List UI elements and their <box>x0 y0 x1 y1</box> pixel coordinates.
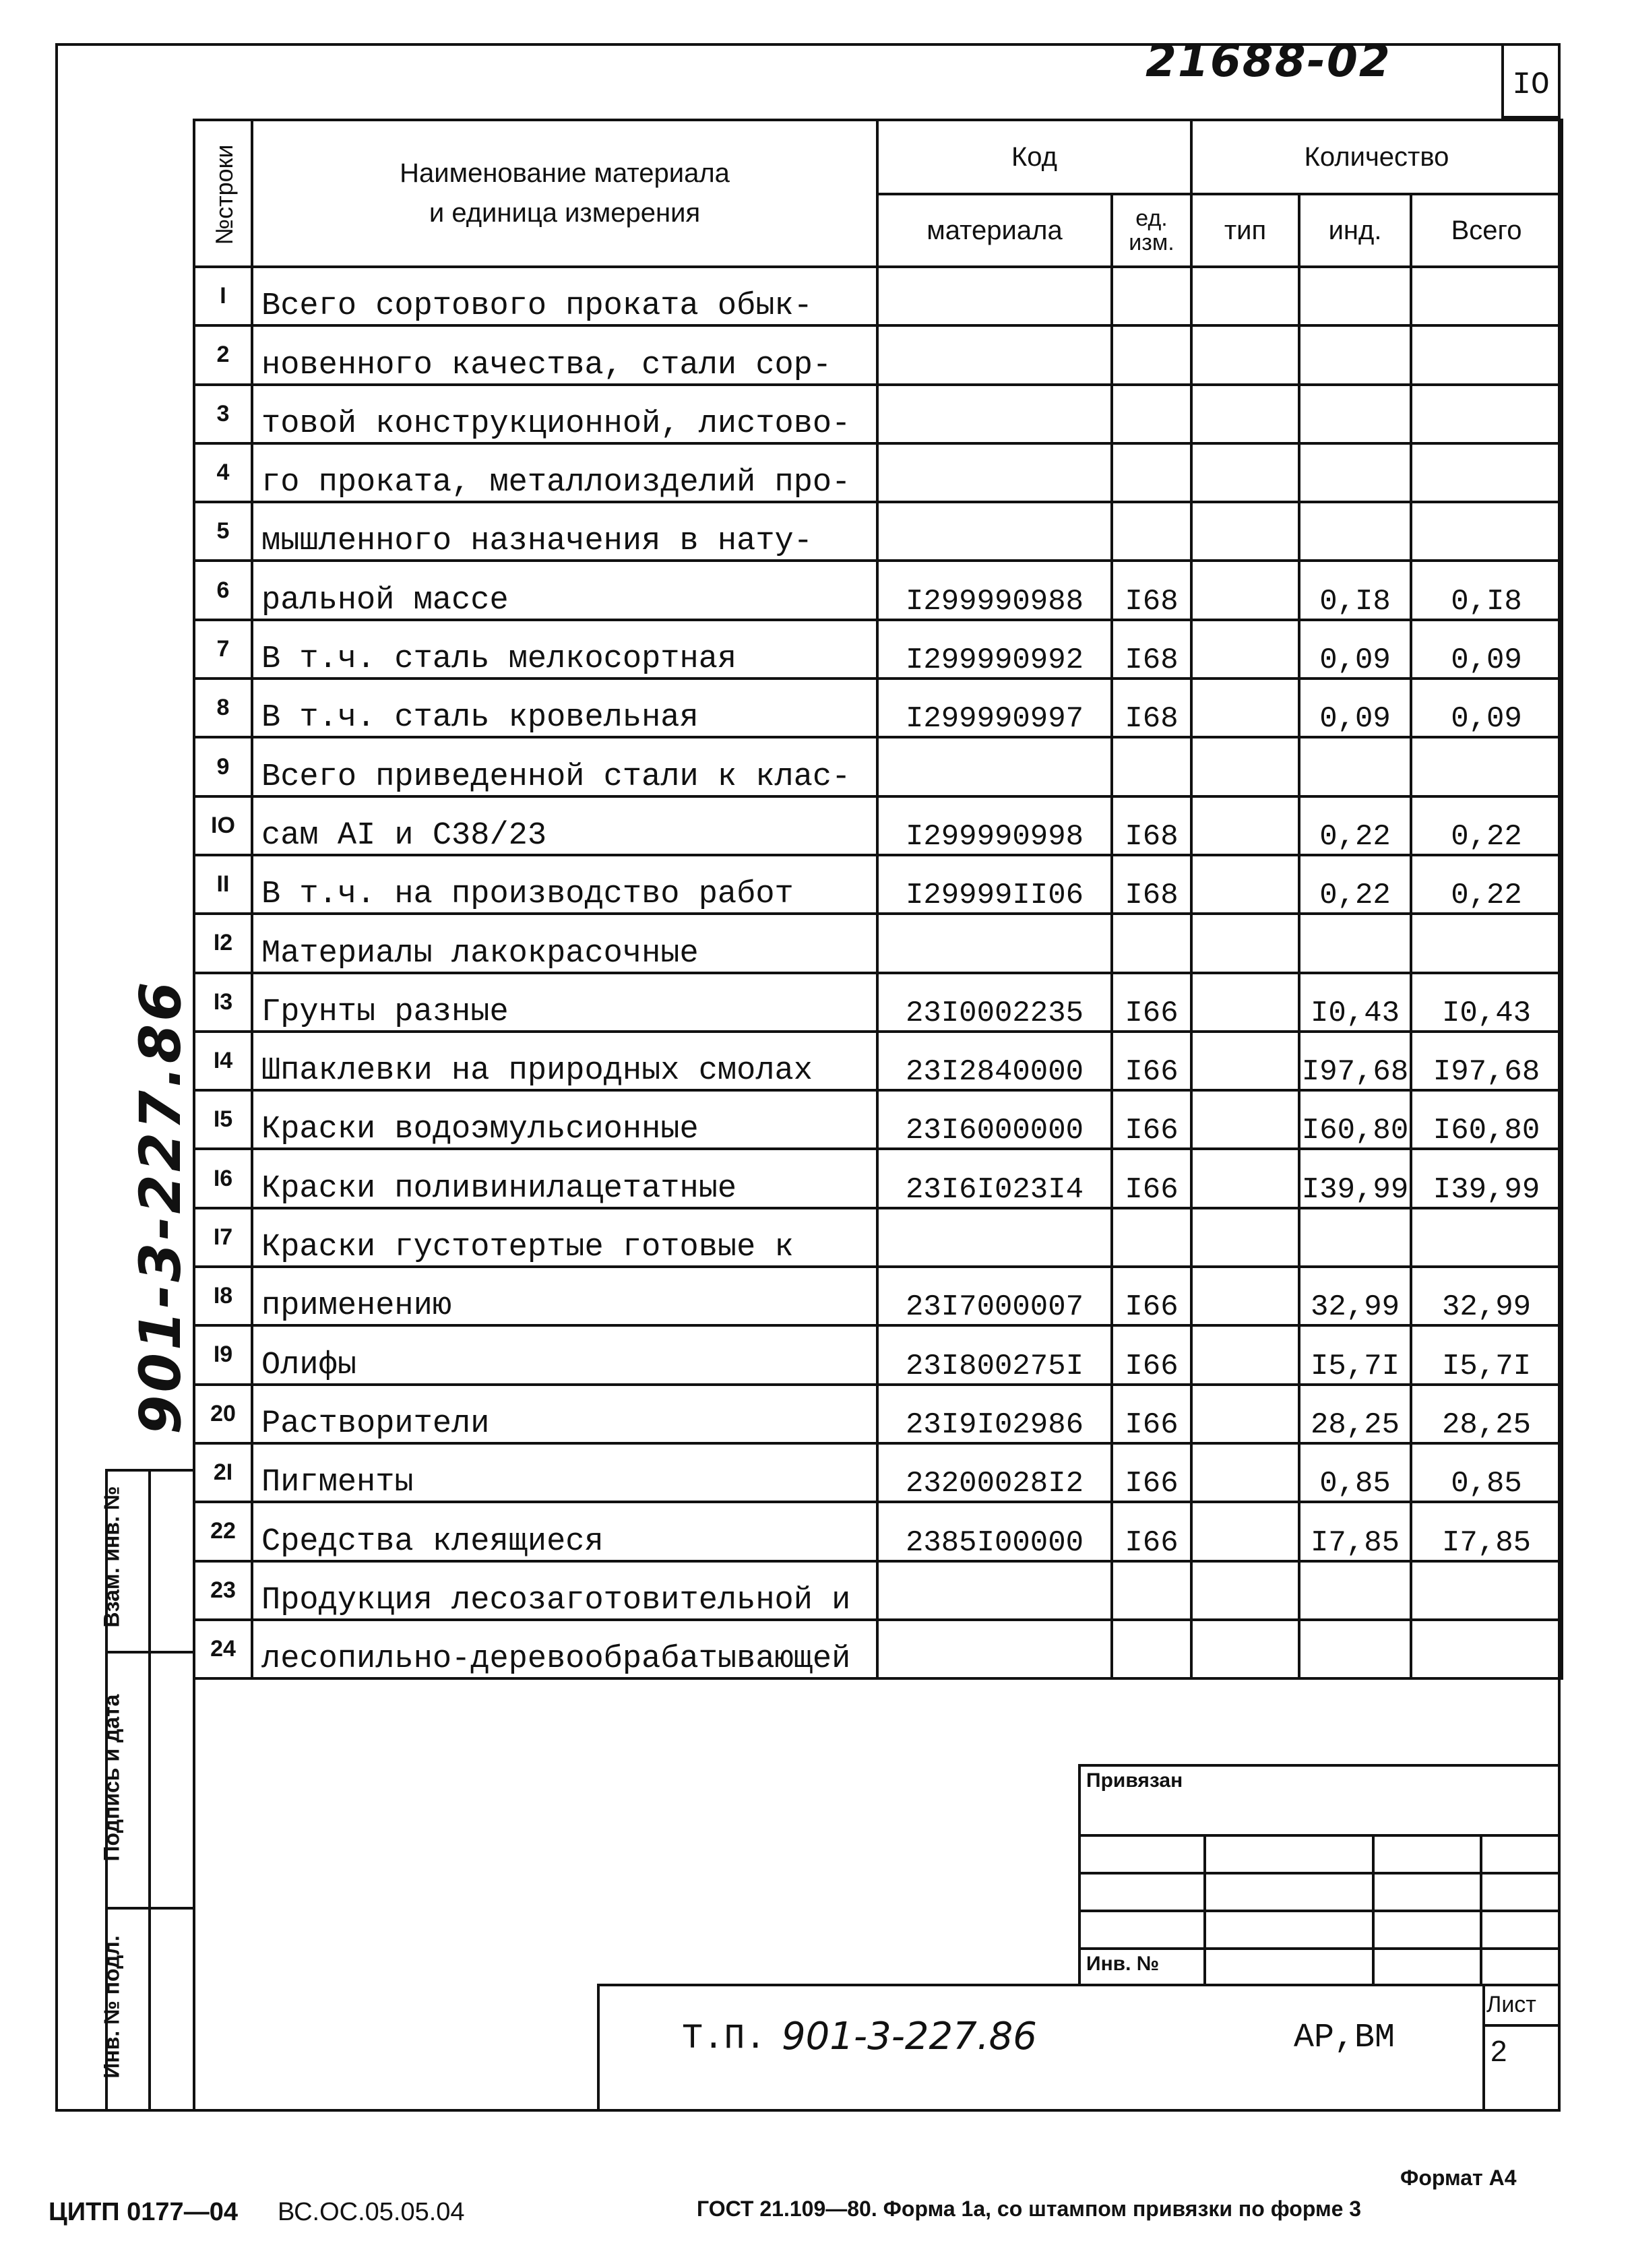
qty-ind <box>1299 1208 1411 1267</box>
table-row <box>194 1561 1562 1620</box>
row-number: 24 <box>194 1620 252 1678</box>
material-code: I299990992 <box>877 620 1112 679</box>
row-number: 23 <box>194 1561 252 1620</box>
qty-ind: 32,99 <box>1299 1267 1411 1325</box>
binding-hline-1 <box>1078 1834 1561 1837</box>
table-row <box>194 1502 1562 1561</box>
row-number: IO <box>194 796 252 855</box>
qty-total: 0,85 <box>1411 1443 1562 1502</box>
row-number: I2 <box>194 914 252 972</box>
qty-ind <box>1299 443 1411 502</box>
qty-ind: I0,43 <box>1299 973 1411 1032</box>
qty-ind <box>1299 385 1411 443</box>
qty-type <box>1191 973 1299 1032</box>
qty-type <box>1191 1443 1299 1502</box>
inv-podl-label: Инв. № подл. <box>99 1935 124 2079</box>
unit-header-line2: изм. <box>1129 230 1174 255</box>
qty-total: I97,68 <box>1411 1032 1562 1090</box>
qty-type <box>1191 1620 1299 1678</box>
qty-total: 0,22 <box>1411 855 1562 914</box>
material-code <box>877 1620 1112 1678</box>
row-number: 2I <box>194 1443 252 1502</box>
material-code: 23200028I2 <box>877 1443 1112 1502</box>
qty-ind <box>1299 1561 1411 1620</box>
unit-code <box>1112 1208 1191 1267</box>
qty-total <box>1411 1561 1562 1620</box>
qty-total: I7,85 <box>1411 1502 1562 1561</box>
qty-total <box>1411 385 1562 443</box>
qty-ind: 0,22 <box>1299 796 1411 855</box>
material-name: Краски густотертые готовые к <box>252 1208 877 1267</box>
code-header: Код <box>877 120 1191 194</box>
unit-code <box>1112 1561 1191 1620</box>
table-row <box>194 855 1562 914</box>
material-name: го проката, металлоизделий про- <box>252 443 877 502</box>
material-code <box>877 1561 1112 1620</box>
material-code <box>877 502 1112 561</box>
format-label: Формат А4 <box>1400 2166 1517 2190</box>
qty-type <box>1191 1032 1299 1090</box>
doc-number-handwritten: 21688-02 <box>1145 35 1391 87</box>
qty-total: I60,80 <box>1411 1090 1562 1149</box>
table-row <box>194 796 1562 855</box>
row-number: I6 <box>194 1149 252 1207</box>
unit-code: I66 <box>1112 1267 1191 1325</box>
qty-type <box>1191 502 1299 561</box>
tp-number: 901-3-227.86 <box>782 2015 1037 2058</box>
material-name: В т.ч. сталь мелкосортная <box>252 620 877 679</box>
qty-type <box>1191 1090 1299 1149</box>
title-mark: АР,ВМ <box>1294 2019 1395 2057</box>
material-code <box>877 1208 1112 1267</box>
qty-type <box>1191 1149 1299 1207</box>
material-code: 23I0002235 <box>877 973 1112 1032</box>
row-number: 6 <box>194 561 252 619</box>
qty-total <box>1411 1620 1562 1678</box>
unit-code: I66 <box>1112 1032 1191 1090</box>
unit-code: I66 <box>1112 1502 1191 1561</box>
qty-ind: 28,25 <box>1299 1385 1411 1443</box>
table-row <box>194 385 1562 443</box>
binding-vline-1 <box>1203 1834 1206 1986</box>
qty-total: 0,I8 <box>1411 561 1562 619</box>
row-number: 5 <box>194 502 252 561</box>
row-number-header-cell <box>194 120 252 267</box>
table-row <box>194 973 1562 1032</box>
material-code: I29999II06 <box>877 855 1112 914</box>
row-number: 22 <box>194 1502 252 1561</box>
unit-header-cell <box>1112 194 1191 267</box>
table-row <box>194 1325 1562 1384</box>
qty-total: 28,25 <box>1411 1385 1562 1443</box>
left-stamp-hline-2 <box>105 1907 195 1910</box>
qty-type <box>1191 1385 1299 1443</box>
material-name: ральной массе <box>252 561 877 619</box>
material-code: 23I2840000 <box>877 1032 1112 1090</box>
qty-ind: 0,09 <box>1299 679 1411 737</box>
unit-code: I68 <box>1112 620 1191 679</box>
unit-code <box>1112 267 1191 325</box>
name-header-cell <box>252 120 877 267</box>
row-number: I <box>194 267 252 325</box>
material-code: I299990988 <box>877 561 1112 619</box>
qty-total: I0,43 <box>1411 973 1562 1032</box>
table-row <box>194 1443 1562 1502</box>
table-row <box>194 502 1562 561</box>
unit-code <box>1112 325 1191 384</box>
sheet-value: 2 <box>1490 2035 1507 2068</box>
material-name: Продукция лесозаготовительной и <box>252 1561 877 1620</box>
unit-header-line1: ед. <box>1135 206 1168 231</box>
material-name: товой конструкционной, листово- <box>252 385 877 443</box>
qty-total: I5,7I <box>1411 1325 1562 1384</box>
row-number: 9 <box>194 737 252 796</box>
qty-ind <box>1299 1620 1411 1678</box>
material-name: Краски поливинилацетатные <box>252 1149 877 1207</box>
left-stamp-divider <box>148 1469 151 2112</box>
material-code: 2385I00000 <box>877 1502 1112 1561</box>
qty-total <box>1411 443 1562 502</box>
qty-total <box>1411 1208 1562 1267</box>
row-number: I8 <box>194 1267 252 1325</box>
unit-code: I66 <box>1112 973 1191 1032</box>
unit-code <box>1112 502 1191 561</box>
unit-code: I66 <box>1112 1443 1191 1502</box>
qty-type <box>1191 385 1299 443</box>
unit-code: I66 <box>1112 1090 1191 1149</box>
unit-code: I66 <box>1112 1385 1191 1443</box>
qty-type <box>1191 1561 1299 1620</box>
name-header: Наименование материала <box>400 158 730 188</box>
material-code: 23I7000007 <box>877 1267 1112 1325</box>
table-row <box>194 443 1562 502</box>
material-name: В т.ч. сталь кровельная <box>252 679 877 737</box>
title-block-sheet-divider <box>1482 1984 1485 2112</box>
table-row <box>194 1620 1562 1678</box>
row-number: 2 <box>194 325 252 384</box>
qty-type <box>1191 1502 1299 1561</box>
row-number: II <box>194 855 252 914</box>
qty-total: I39,99 <box>1411 1149 1562 1207</box>
qty-type <box>1191 443 1299 502</box>
material-name: Олифы <box>252 1325 877 1384</box>
qty-total <box>1411 502 1562 561</box>
material-name: Краски водоэмульсионные <box>252 1090 877 1149</box>
ind-header: инд. <box>1299 194 1411 267</box>
row-number-header: №строки <box>210 144 238 245</box>
qty-type <box>1191 679 1299 737</box>
qty-type <box>1191 855 1299 914</box>
footer-mid-code: ВС.ОС.05.05.04 <box>278 2198 465 2226</box>
binding-hline-3 <box>1078 1910 1561 1912</box>
title-block-sheet-hline <box>1482 2024 1561 2027</box>
table-row <box>194 1090 1562 1149</box>
qty-ind: I39,99 <box>1299 1149 1411 1207</box>
table-row <box>194 737 1562 796</box>
row-number: 4 <box>194 443 252 502</box>
qty-type <box>1191 620 1299 679</box>
row-number: 20 <box>194 1385 252 1443</box>
material-code: 23I800275I <box>877 1325 1112 1384</box>
material-name: мышленного назначения в нату- <box>252 502 877 561</box>
table-row <box>194 1385 1562 1443</box>
material-name: Грунты разные <box>252 973 877 1032</box>
material-name: сам AI и C38/23 <box>252 796 877 855</box>
qty-ind <box>1299 737 1411 796</box>
tp-prefix: Т.П. <box>682 2019 766 2058</box>
qty-ind: 0,22 <box>1299 855 1411 914</box>
material-code: 23I9I02986 <box>877 1385 1112 1443</box>
left-stamp-hline-1 <box>105 1651 195 1653</box>
qty-type <box>1191 267 1299 325</box>
table-row <box>194 1267 1562 1325</box>
material-name: Материалы лакокрасочные <box>252 914 877 972</box>
material-code <box>877 914 1112 972</box>
table-row <box>194 620 1562 679</box>
unit-code <box>1112 914 1191 972</box>
qty-total: 32,99 <box>1411 1267 1562 1325</box>
row-number: 7 <box>194 620 252 679</box>
material-name: Всего сортового проката обык- <box>252 267 877 325</box>
material-code <box>877 385 1112 443</box>
table-row <box>194 267 1562 325</box>
qty-total: 0,22 <box>1411 796 1562 855</box>
qty-ind <box>1299 502 1411 561</box>
qty-total: 0,09 <box>1411 679 1562 737</box>
qty-type <box>1191 1325 1299 1384</box>
table-row <box>194 679 1562 737</box>
unit-code: I66 <box>1112 1325 1191 1384</box>
unit-code: I68 <box>1112 796 1191 855</box>
qty-type <box>1191 1267 1299 1325</box>
sheet-label: Лист <box>1486 1992 1536 2017</box>
row-number: I5 <box>194 1090 252 1149</box>
material-code <box>877 267 1112 325</box>
qty-total: 0,09 <box>1411 620 1562 679</box>
material-code <box>877 443 1112 502</box>
qty-type <box>1191 914 1299 972</box>
table-row <box>194 325 1562 384</box>
qty-ind: 0,09 <box>1299 620 1411 679</box>
unit-code: I68 <box>1112 679 1191 737</box>
unit-code: I68 <box>1112 561 1191 619</box>
material-name: новенного качества, стали сор- <box>252 325 877 384</box>
qty-ind <box>1299 325 1411 384</box>
quantity-header: Количество <box>1191 120 1562 194</box>
qty-ind <box>1299 914 1411 972</box>
unit-code <box>1112 443 1191 502</box>
unit-code <box>1112 737 1191 796</box>
qty-total <box>1411 914 1562 972</box>
binding-inv-label: Инв. № <box>1086 1953 1160 1975</box>
row-number: I3 <box>194 973 252 1032</box>
qty-ind: 0,85 <box>1299 1443 1411 1502</box>
qty-total <box>1411 325 1562 384</box>
qty-ind <box>1299 267 1411 325</box>
material-code: I299990998 <box>877 796 1112 855</box>
binding-vline-2 <box>1372 1834 1375 1986</box>
qty-total <box>1411 267 1562 325</box>
table-row <box>194 1208 1562 1267</box>
qty-type <box>1191 796 1299 855</box>
table-row <box>194 914 1562 972</box>
qty-type <box>1191 561 1299 619</box>
material-code-header: материала <box>877 194 1112 267</box>
qty-total <box>1411 737 1562 796</box>
material-name: лесопильно-деревообрабатывающей <box>252 1620 877 1678</box>
material-code: 23I6I023I4 <box>877 1149 1112 1207</box>
row-number: I9 <box>194 1325 252 1384</box>
qty-ind: I5,7I <box>1299 1325 1411 1384</box>
material-name: Средства клеящиеся <box>252 1502 877 1561</box>
table-body <box>194 267 1562 1678</box>
side-code-handwritten: 901-3-227.86 <box>127 979 193 1435</box>
footer-left-code: ЦИТП 0177—04 <box>49 2198 238 2226</box>
row-number: 8 <box>194 679 252 737</box>
name-header-line2: и единица измерения <box>429 198 701 228</box>
material-code <box>877 737 1112 796</box>
table-row <box>194 1032 1562 1090</box>
qty-ind: I97,68 <box>1299 1032 1411 1090</box>
unit-code: I66 <box>1112 1149 1191 1207</box>
qty-type <box>1191 1208 1299 1267</box>
materials-table <box>193 119 1563 1680</box>
material-name: Пигменты <box>252 1443 877 1502</box>
binding-hline-4 <box>1078 1947 1561 1950</box>
table-row <box>194 1149 1562 1207</box>
binding-vline-3 <box>1480 1834 1482 1986</box>
qty-ind: I60,80 <box>1299 1090 1411 1149</box>
material-name: Растворители <box>252 1385 877 1443</box>
row-number: I7 <box>194 1208 252 1267</box>
material-name: В т.ч. на производство работ <box>252 855 877 914</box>
table-row <box>194 561 1562 619</box>
page-number: IO <box>1512 67 1550 102</box>
material-code <box>877 325 1112 384</box>
unit-code <box>1112 385 1191 443</box>
footer-gost: ГОСТ 21.109—80. Форма 1а, со штампом привязки по форме 3 <box>697 2197 1362 2221</box>
qty-ind: 0,I8 <box>1299 561 1411 619</box>
total-header: Всего <box>1411 194 1562 267</box>
qty-ind: I7,85 <box>1299 1502 1411 1561</box>
material-name: Всего приведенной стали к клас- <box>252 737 877 796</box>
qty-type <box>1191 737 1299 796</box>
type-header: тип <box>1191 194 1299 267</box>
vzam-inv-label: Взам. инв. № <box>99 1486 124 1628</box>
row-number: 3 <box>194 385 252 443</box>
row-number: I4 <box>194 1032 252 1090</box>
material-name: применению <box>252 1267 877 1325</box>
material-code: I299990997 <box>877 679 1112 737</box>
podpis-data-label: Подпись и дата <box>99 1694 124 1862</box>
material-name: Шпаклевки на природных смолах <box>252 1032 877 1090</box>
binding-hline-2 <box>1078 1872 1561 1875</box>
unit-code <box>1112 1620 1191 1678</box>
binding-label: Привязан <box>1086 1769 1183 1792</box>
unit-code: I68 <box>1112 855 1191 914</box>
material-code: 23I6000000 <box>877 1090 1112 1149</box>
qty-type <box>1191 325 1299 384</box>
